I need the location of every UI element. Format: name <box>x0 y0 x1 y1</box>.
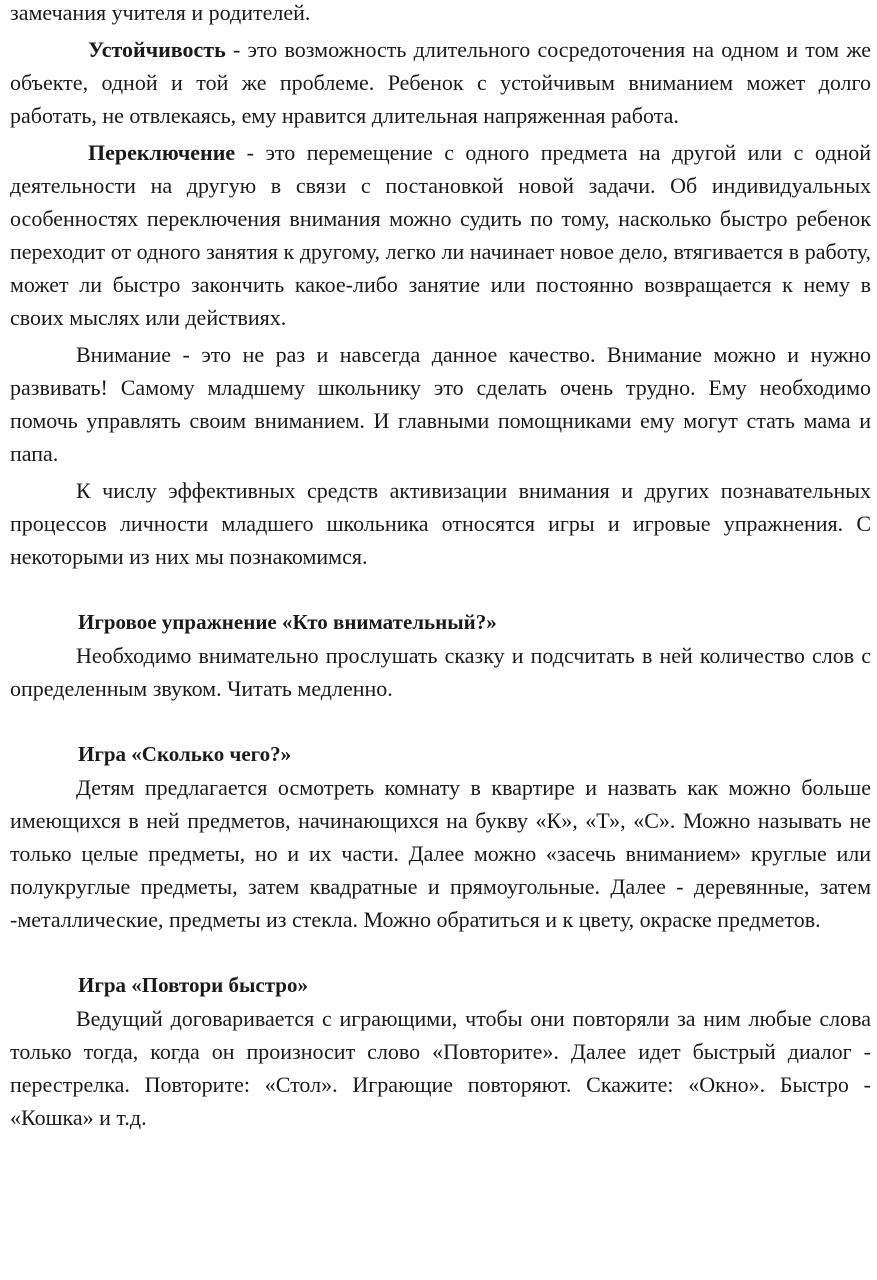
text-game-repeat-fast: Ведущий договаривается с играющими, чтобы они повторяли за ним любые слова только тогда, когда он произносит слово «Повторите». Далее идет быстрый диалог - перестрелка. Повторите: «Стол». Играющие повторяют. Скажите: «Окно». Быстро - «Кошка» и т.д. <box>10 1006 871 1130</box>
definition-stability: - это возможность длительного сосредоточения на одном и том же объекте, одной и той же проблеме. Ребенок с устойчивым вниманием может долго работать, не отвлекаясь, ему нравится длительная напряженная работа. <box>10 37 871 128</box>
paragraph-development: Внимание - это не раз и навсегда данное качество. Внимание можно и нужно развивать! Самому младшему школьнику это сделать очень трудно. Ему необходимо помочь управлять своим вниманием. И главными помощниками ему могут стать мама и папа. <box>10 342 871 466</box>
term-switching: Переключение <box>88 140 236 165</box>
text-exercise-attentive: Необходимо внимательно прослушать сказку и подсчитать в ней количество слов с определенным звуком. Читать медленно. <box>10 643 871 701</box>
definition-switching: - это перемещение с одного предмета на другой или с одной деятельности на другую в связи с постановкой новой задачи. Об индивидуальных особенностях переключения внимания можно судить по тому, насколько быстро ребенок переходит от одного занятия к другому, легко ли начинает новое дело, втягивается в работу, может ли быстро закончить какое-либо занятие или постоянно возвращается к нему в своих мыслях или действиях. <box>10 140 871 330</box>
top-fragment-text: замечания учителя и родителей. <box>10 0 311 25</box>
heading-game-repeat-fast: Игра «Повтори быстро» <box>78 973 308 997</box>
heading-exercise-attentive: Игровое упражнение «Кто внимательный?» <box>78 610 497 634</box>
term-stability: Устойчивость <box>88 37 226 62</box>
text-game-how-many: Детям предлагается осмотреть комнату в квартире и назвать как можно больше имеющихся в ней предметов, начинающихся на букву «К», «Т», «С». Можно называть не только целые предметы, но и их части. Далее можно «засечь вниманием» круглые или полукруглые предметы, затем квадратные и прямоугольные. Далее - деревянные, затем -металлические, предметы из стекла. Можно обратиться и к цвету, окраске предметов. <box>10 775 871 932</box>
paragraph-games-intro: К числу эффективных средств активизации внимания и других познавательных процессов личности младшего школьника относятся игры и игровые упражнения. С некоторыми из них мы познакомимся. <box>10 478 871 569</box>
paragraph-switching <box>10 136 871 334</box>
heading-game-how-many: Игра «Сколько чего?» <box>78 742 292 766</box>
paragraph-stability <box>10 33 871 132</box>
